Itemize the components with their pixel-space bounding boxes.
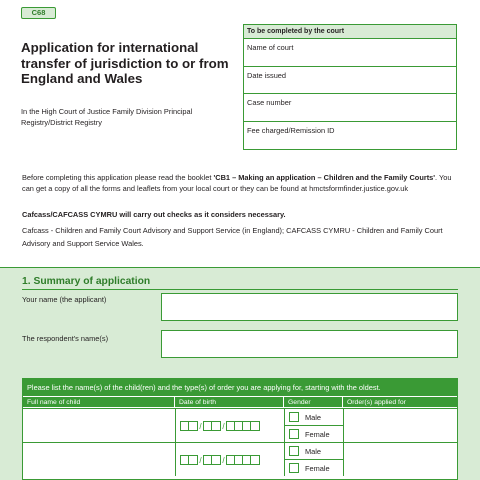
orders-cell[interactable] [344, 443, 459, 476]
dob-cell [176, 443, 285, 476]
col-gender: Gender [284, 397, 343, 407]
gender-male-option[interactable] [285, 443, 343, 460]
applicant-name-input[interactable] [161, 293, 458, 321]
respondent-name-label: The respondent's name(s) [22, 334, 109, 343]
intro-paragraph [22, 173, 458, 194]
court-use-box [243, 24, 457, 150]
gender-female-option[interactable] [285, 426, 343, 443]
child-name-cell[interactable] [23, 409, 176, 442]
gender-female-option[interactable] [285, 460, 343, 477]
cafcass-definition: Cafcass - Children and Family Court Advisory and Support Service (in England); CAFCASS CYMRU - Children and Family Court Advisory and Support Service Wales. [22, 226, 443, 248]
court-name-field[interactable]: Name of court [244, 39, 456, 67]
dob-cell [176, 409, 285, 442]
form-title: Application for international transfer of jurisdiction to or from England and Wales [21, 40, 229, 86]
col-date-of-birth: Date of birth [175, 397, 284, 407]
children-table-header-row [23, 396, 457, 407]
booklet-reference: 'CB1 – Making an application – Children and the Family Courts' [213, 173, 436, 182]
cafcass-notice: Cafcass/CAFCASS CYMRU will carry out checks as it considers necessary. [22, 210, 286, 219]
court-line: In the High Court of Justice Family Division Principal Registry/District Registry [21, 107, 193, 127]
intro-text: Before completing this application please read the booklet [22, 173, 214, 182]
female-checkbox[interactable] [289, 429, 299, 439]
form-code-badge: C68 [21, 7, 56, 19]
gender-cell [285, 443, 344, 476]
orders-cell[interactable] [344, 409, 459, 442]
fee-charged-field[interactable]: Fee charged/Remission ID [247, 125, 335, 135]
male-label: Male [305, 447, 322, 456]
table-row [23, 408, 457, 442]
male-checkbox[interactable] [289, 412, 299, 422]
applicant-name-label: Your name (the applicant) [22, 295, 107, 304]
gender-male-option[interactable] [285, 409, 343, 426]
date-issued-field[interactable]: Date issued [244, 67, 456, 95]
dob-input[interactable]: / / [180, 455, 260, 465]
dob-input[interactable]: / / [180, 421, 260, 431]
table-row [23, 442, 457, 476]
male-label: Male [305, 413, 322, 422]
gender-cell [285, 409, 344, 442]
court-box-heading: To be completed by the court [244, 25, 456, 39]
children-table-heading: Please list the name(s) of the child(ren) and the type(s) of order you are applying for, starting with the oldest. [23, 379, 457, 396]
section-divider [22, 289, 458, 290]
respondent-name-input[interactable] [161, 330, 458, 358]
case-number-field[interactable]: Case number [244, 94, 456, 122]
section-title: 1. Summary of application [22, 276, 151, 287]
children-table [22, 378, 458, 480]
female-label: Female [305, 430, 330, 439]
child-name-cell[interactable] [23, 443, 176, 476]
female-label: Female [305, 464, 330, 473]
intro-text-end: . You can get a copy of all the forms and leaflets from your local court or they can be found at hmctsformfinder.justice.gov.uk [22, 173, 452, 193]
col-orders: Order(s) applied for [347, 398, 406, 406]
col-full-name: Full name of child [23, 397, 175, 407]
female-checkbox[interactable] [289, 463, 299, 473]
male-checkbox[interactable] [289, 446, 299, 456]
